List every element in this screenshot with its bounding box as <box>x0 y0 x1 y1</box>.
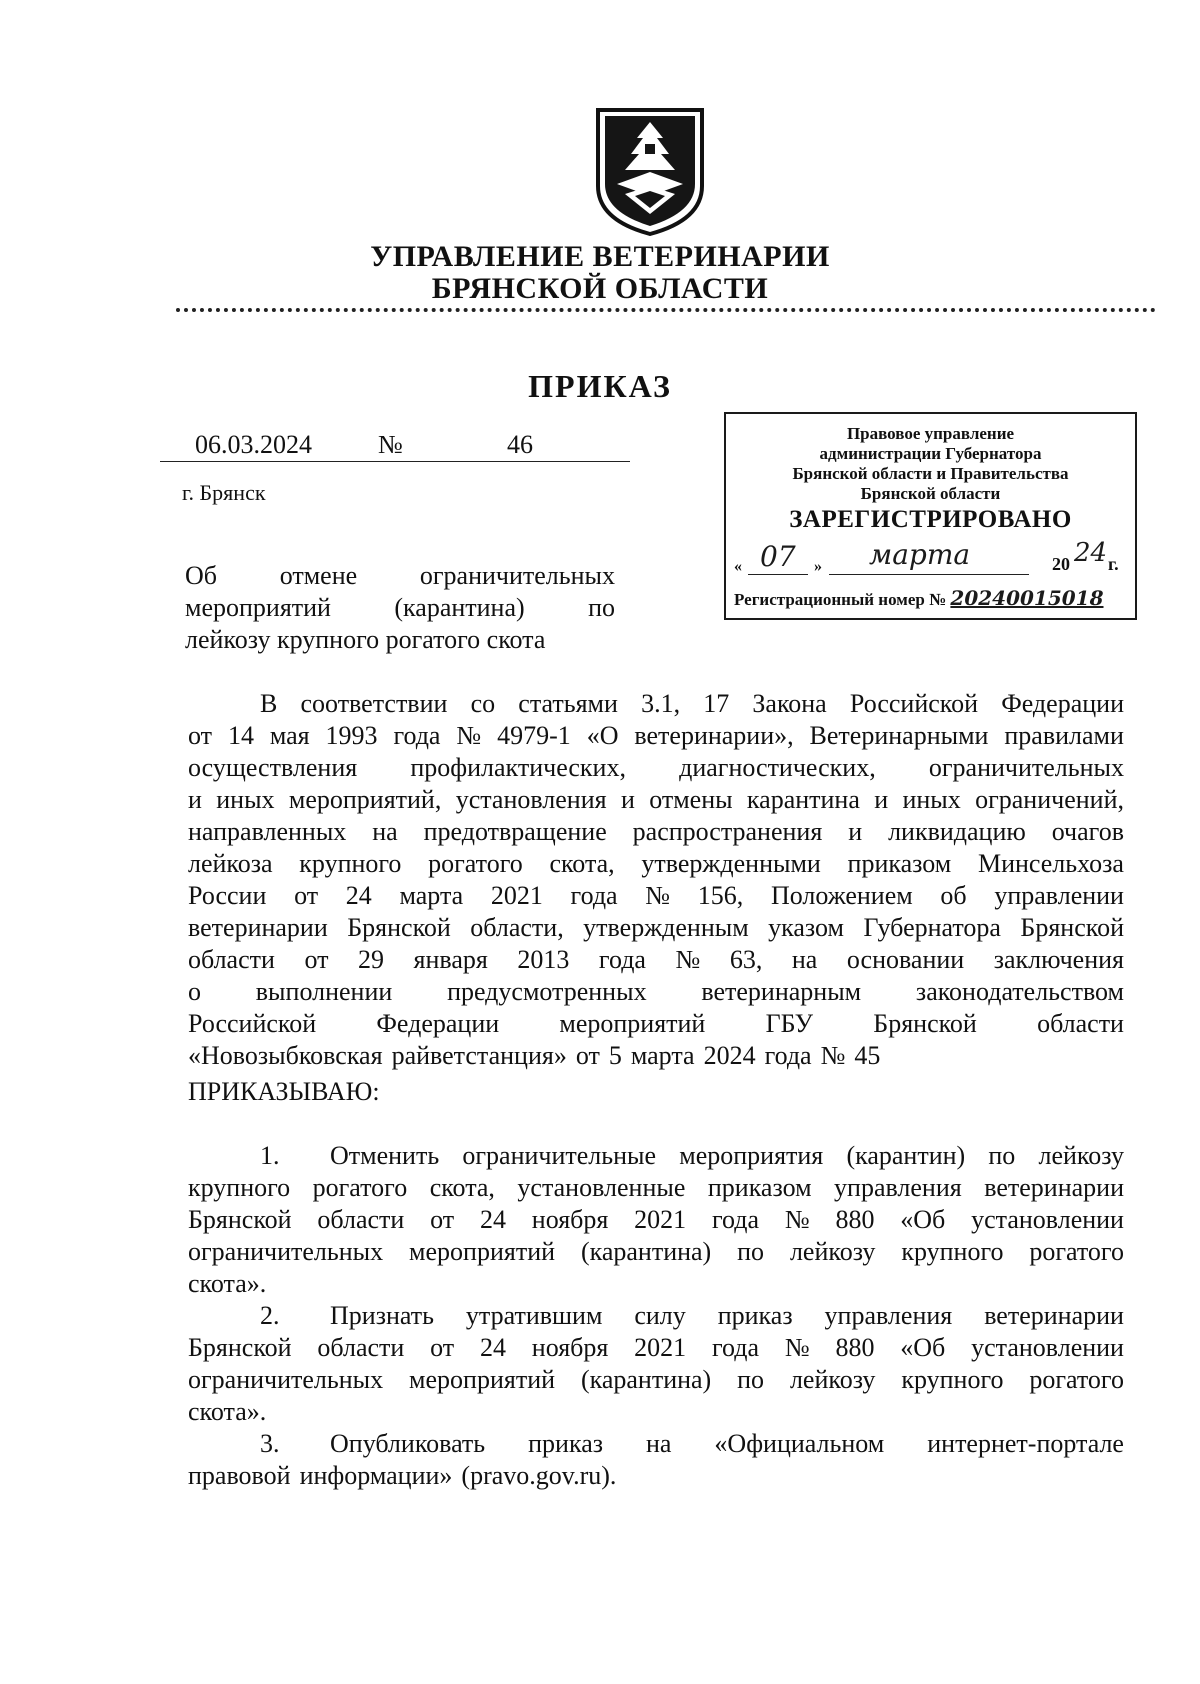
subject-line-3: лейкозу крупного рогатого скота <box>185 625 546 654</box>
preamble-line: и иных мероприятий, установления и отмены карантина и иных ограничений, <box>188 785 1124 814</box>
date-number-underline <box>160 461 630 462</box>
stamp-line-3: Брянской области и Правительства <box>792 464 1069 483</box>
preamble-line: направленных на предотвращение распространения и ликвидацию очагов <box>188 817 1124 846</box>
order-item-line: Брянской области от 24 ноября 2021 года № 880 «Об установлении <box>188 1333 1124 1362</box>
preamble-line: ветеринарии Брянской области, утвержденным указом Губернатора Брянской <box>188 913 1124 942</box>
order-item-number: 1. <box>260 1141 280 1170</box>
preamble-line: В соответствии со статьями 3.1, 17 Закона Российской Федерации <box>260 689 1124 718</box>
order-item-line: крупного рогатого скота, установленные приказом управления ветеринарии <box>188 1173 1124 1202</box>
order-item-line: правовой информации» (pravo.gov.ru). <box>188 1461 617 1490</box>
order-item-number: 3. <box>260 1429 280 1458</box>
stamp-registration-row <box>734 586 1134 610</box>
stamp-month-handwritten: марта <box>869 538 971 571</box>
stamp-date-row: « 07 » марта 20 24 г. <box>734 538 1119 575</box>
order-word: ПРИКАЗЫВАЮ: <box>188 1077 380 1106</box>
order-item-line: Отменить ограничительные мероприятия (карантин) по лейкозу <box>330 1141 1124 1170</box>
order-item-first-line <box>188 1140 1124 1172</box>
preamble-line: лейкоза крупного рогатого скота, утвержденными приказом Минсельхоза <box>188 849 1124 878</box>
subject-word: по <box>588 593 615 622</box>
order-item-3 <box>188 1428 1124 1492</box>
preamble-paragraph <box>188 688 1124 1072</box>
order-items <box>188 1140 1124 1492</box>
preamble-line: России от 24 марта 2021 года № 156, Положением об управлении <box>188 881 1124 910</box>
organization-name-line-1: УПРАВЛЕНИЕ ВЕТЕРИНАРИИ <box>370 240 830 273</box>
stamp-reg-label: Регистрационный номер № <box>734 590 947 609</box>
order-number-sign: № <box>378 430 403 459</box>
subject-word: (карантина) <box>394 593 525 622</box>
stamp-reg-number-handwritten: 20240015018 <box>950 586 1104 610</box>
registration-stamp <box>724 412 1137 620</box>
stamp-year-handwritten: 24 <box>1074 538 1108 568</box>
stamp-registered: ЗАРЕГИСТРИРОВАНО <box>789 506 1072 533</box>
subject-line-2 <box>185 592 615 624</box>
stamp-line-2: администрации Губернатора <box>819 444 1042 463</box>
order-item-2 <box>188 1300 1124 1428</box>
subject-word: отмене <box>279 561 358 590</box>
stamp-day-handwritten: 07 <box>760 540 796 573</box>
preamble-line: области от 29 января 2013 года № 63, на основании заключения <box>188 945 1124 974</box>
subject-word: Об <box>185 561 218 590</box>
header-dotted-divider <box>176 308 1156 312</box>
order-item-line: скота». <box>188 1397 267 1426</box>
order-item-line: Признать утратившим силу приказ управления ветеринарии <box>330 1301 1124 1330</box>
stamp-line-4: Брянской области <box>860 484 1001 503</box>
stamp-year-prefix: 20 <box>1052 554 1070 574</box>
order-item-first-line <box>188 1300 1124 1332</box>
subject-word: ограничительных <box>419 561 615 590</box>
order-subject <box>185 560 615 656</box>
preamble-line: «Новозыбковская райветстанция» от 5 марта 2024 года № 45 <box>188 1041 881 1070</box>
preamble-line: Российской Федерации мероприятий ГБУ Брянской области <box>188 1009 1124 1038</box>
order-item-line: Опубликовать приказ на «Официальном интернет-портале <box>330 1429 1124 1458</box>
order-item-line: ограничительных мероприятий (карантина) по лейкозу крупного рогатого <box>188 1237 1124 1266</box>
document-title: ПРИКАЗ <box>528 368 672 404</box>
preamble-line: от 14 мая 1993 года № 4979-1 «О ветеринарии», Ветеринарными правилами <box>188 721 1124 750</box>
stamp-year-end: г. <box>1108 554 1119 574</box>
subject-line-1 <box>185 560 615 592</box>
stamp-line-1: Правовое управление <box>846 424 1015 443</box>
preamble-line: осуществления профилактических, диагностических, ограничительных <box>188 753 1124 782</box>
order-item-number: 2. <box>260 1301 280 1330</box>
order-item-line: скота». <box>188 1269 267 1298</box>
order-number: 46 <box>507 430 533 459</box>
order-city: г. Брянск <box>182 480 266 505</box>
order-item-first-line <box>188 1428 1124 1460</box>
preamble-line: о выполнении предусмотренных ветеринарным законодательством <box>188 977 1124 1006</box>
order-item-line: ограничительных мероприятий (карантина) по лейкозу крупного рогатого <box>188 1365 1124 1394</box>
order-date: 06.03.2024 <box>195 430 312 459</box>
organization-name-line-2: БРЯНСКОЙ ОБЛАСТИ <box>431 272 769 305</box>
order-item-1 <box>188 1140 1124 1300</box>
subject-word: мероприятий <box>185 593 331 622</box>
coat-of-arms-emblem <box>595 108 705 236</box>
order-item-line: Брянской области от 24 ноября 2021 года № 880 «Об установлении <box>188 1205 1124 1234</box>
